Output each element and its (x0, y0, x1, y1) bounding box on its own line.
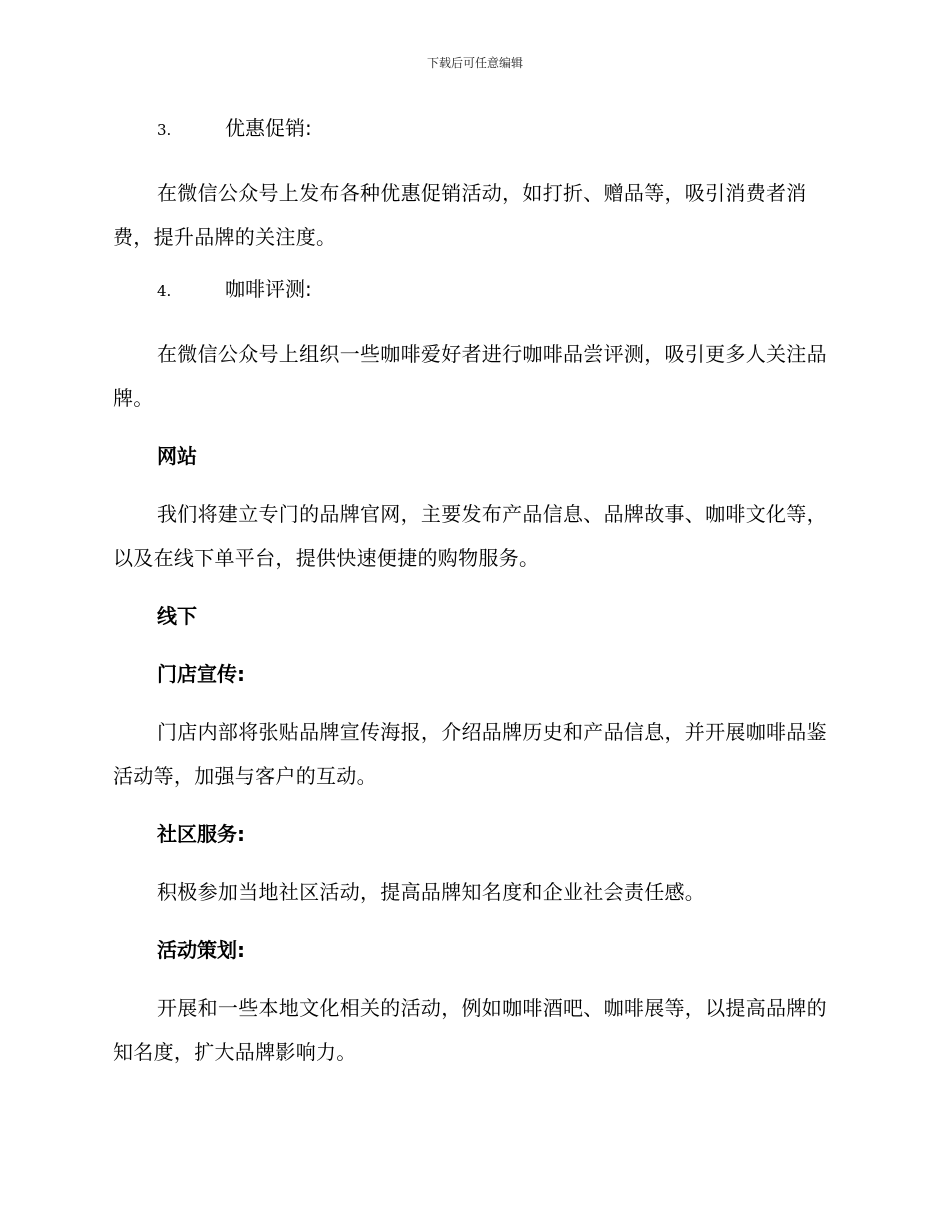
paragraph-coffee-review: 在微信公众号上组织一些咖啡爱好者进行咖啡品尝评测，吸引更多人关注品牌。 (113, 342, 827, 410)
paragraph-community-service: 积极参加当地社区活动，提高品牌知名度和企业社会责任感。 (157, 880, 706, 904)
paragraph-store-promotion: 门店内部将张贴品牌宣传海报，介绍品牌历史和产品信息，并开展咖啡品鉴活动等，加强与客户的互动。 (113, 720, 827, 788)
paragraph-event-planning: 开展和一些本地文化相关的活动，例如咖啡酒吧、咖啡展等，以提高品牌的知名度，扩大品牌影响力。 (113, 996, 827, 1064)
header-note: 下载后可任意编辑 (426, 56, 523, 70)
heading-offline: 线下 (157, 604, 197, 628)
heading-website: 网站 (157, 444, 197, 468)
list-number: 4. (157, 282, 172, 300)
heading-event-planning: 活动策划: (157, 938, 245, 962)
paragraph-website: 我们将建立专门的品牌官网，主要发布产品信息、品牌故事、咖啡文化等，以及在线下单平台，提供快速便捷的购物服务。 (113, 502, 827, 570)
heading-store-promotion: 门店宣传: (157, 662, 245, 686)
list-title: 优惠促销: (225, 116, 312, 140)
paragraph-promotions: 在微信公众号上发布各种优惠促销活动，如打折、赠品等，吸引消费者消费，提升品牌的关注度。 (113, 181, 807, 249)
list-item-coffee-review (113, 273, 833, 309)
list-title: 咖啡评测: (225, 277, 312, 301)
list-number: 3. (157, 121, 172, 139)
document-body (113, 112, 833, 1088)
list-item-promotions (113, 112, 833, 148)
heading-community-service: 社区服务: (157, 822, 245, 846)
